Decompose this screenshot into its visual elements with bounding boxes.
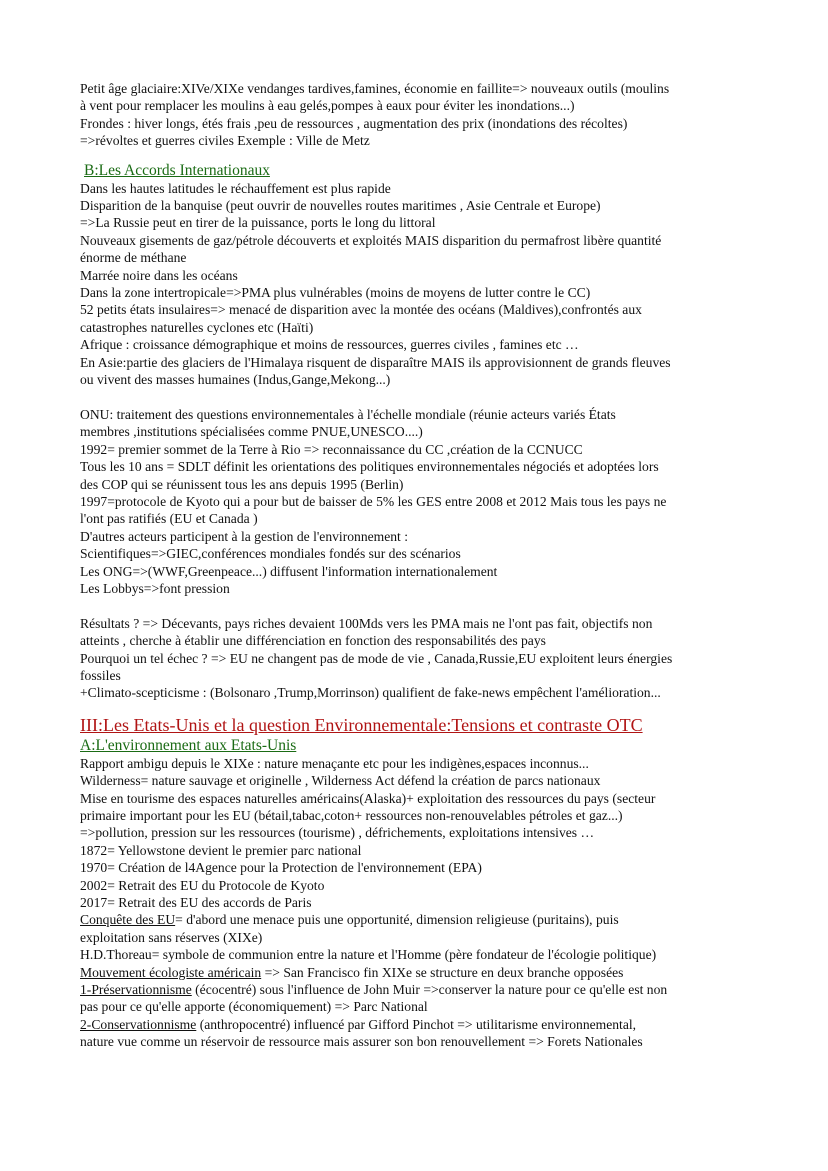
text-line	[80, 911, 760, 928]
text-line: 52 petits états insulaires=> menacé de disparition avec la montée des océans (Maldives),confrontés aux	[80, 302, 642, 318]
text-line: Afrique : croissance démographique et moins de ressources, guerres civiles , famines etc …	[80, 337, 579, 353]
text-line: atteints , cherche à établir une différenciation en fonction des responsabilités des pays	[80, 633, 546, 649]
document-page	[80, 80, 760, 1051]
text-line: =>La Russie peut en tirer de la puissance, ports le long du littoral	[80, 215, 436, 231]
text-line: H.D.Thoreau= symbole de communion entre la nature et l'Homme (père fondateur de l'écologie politique)	[80, 947, 657, 963]
section-3-heading: III:Les Etats-Unis et la question Environnementale:Tensions et contraste OTC	[80, 714, 643, 735]
text-line: D'autres acteurs participent à la gestion de l'environnement :	[80, 528, 409, 544]
text-line: Tous les 10 ans = SDLT définit les orientations des politiques environnementales négociés et adoptées lors	[80, 459, 659, 475]
text-line: Wilderness= nature sauvage et originelle , Wilderness Act défend la création de parcs nationaux	[80, 773, 601, 789]
text-span: (anthropocentré) influencé par Gifford Pinchot => utilitarisme environnemental,	[196, 1016, 637, 1032]
text-line: Les ONG=>(WWF,Greenpeace...) diffusent l'information internationalement	[80, 563, 498, 579]
text-line: à vent pour remplacer les moulins à eau gelés,pompes à eaux pour éviter les inondations...)	[80, 98, 575, 114]
text-line: Disparition de la banquise (peut ouvrir de nouvelles routes maritimes , Asie Centrale et Europe)	[80, 198, 601, 214]
text-line: =>pollution, pression sur les ressources (tourisme) , défrichements, exploitations intensives …	[80, 825, 595, 841]
text-line: pas pour ce qu'elle apporte (économiquement) => Parc National	[80, 999, 428, 1015]
text-line: Frondes : hiver longs, étés frais ,peu de ressources , augmentation des prix (inondations des récoltes)	[80, 115, 628, 131]
text-span: (écocentré) sous l'influence de John Muir =>conserver la nature pour ce qu'elle est non	[191, 982, 668, 998]
text-line: En Asie:partie des glaciers de l'Himalaya risquent de disparaître MAIS ils approvisionnent de grands fleuves	[80, 354, 671, 370]
text-line	[80, 981, 760, 998]
text-line: Marrée noire dans les océans	[80, 267, 238, 283]
text-line	[80, 1016, 760, 1033]
text-line: Scientifiques=>GIEC,conférences mondiales fondés sur des scénarios	[80, 546, 461, 562]
text-line: des COP qui se réunissent tous les ans depuis 1995 (Berlin)	[80, 476, 404, 492]
text-line: énorme de méthane	[80, 250, 187, 266]
section-3a-heading: A:L'environnement aux Etats-Unis	[80, 736, 297, 754]
text-line: Rapport ambigu depuis le XIXe : nature menaçante etc pour les indigènes,espaces inconnus...	[80, 755, 589, 771]
underlined-term: 1-Préservationnisme	[80, 982, 192, 998]
text-line: +Climato-scepticisme : (Bolsonaro ,Trump,Morrinson) qualifient de fake-news empêchent l'amélioration...	[80, 685, 661, 701]
underlined-term: 2-Conservationnisme	[80, 1016, 197, 1032]
underlined-term: Mouvement écologiste américain	[80, 964, 262, 980]
text-line: 1970= Création de l4Agence pour la Protection de l'environnement (EPA)	[80, 860, 482, 876]
text-line: 1992= premier sommet de la Terre à Rio => reconnaissance du CC ,création de la CCNUCC	[80, 441, 583, 457]
text-line: fossiles	[80, 667, 121, 683]
text-line: =>révoltes et guerres civiles Exemple : Ville de Metz	[80, 133, 370, 149]
text-line: 2002= Retrait des EU du Protocole de Kyoto	[80, 877, 325, 893]
text-span: = d'abord une menace puis une opportunité, dimension religieuse (puritains), puis	[175, 912, 619, 928]
text-line: Dans les hautes latitudes le réchauffement est plus rapide	[80, 180, 391, 196]
section-b-heading: B:Les Accords Internationaux	[84, 161, 270, 179]
text-line: Petit âge glaciaire:XIVe/XIXe vendanges tardives,famines, économie en faillite=> nouveaux outils (moulins	[80, 81, 670, 96]
text-line: Dans la zone intertropicale=>PMA plus vulnérables (moins de moyens de lutter contre le CC)	[80, 285, 591, 301]
text-span: => San Francisco fin XIXe se structure en deux branche opposées	[261, 964, 624, 980]
text-line: l'ont pas ratifiés (EU et Canada )	[80, 511, 258, 527]
text-line: 1997=protocole de Kyoto qui a pour but de baisser de 5% les GES entre 2008 et 2012 Mais tous les pays ne	[80, 493, 667, 509]
underlined-term: Conquête des EU	[80, 912, 176, 928]
text-line: Mise en tourisme des espaces naturelles américains(Alaska)+ exploitation des ressources du pays (secteur	[80, 790, 656, 806]
text-line	[80, 964, 760, 981]
text-line: ONU: traitement des questions environnementales à l'échelle mondiale (réunie acteurs variés États	[80, 406, 616, 422]
text-line: nature vue comme un réservoir de ressource mais assurer son bon renouvellement => Forets Nationales	[80, 1034, 643, 1050]
text-line: 1872= Yellowstone devient le premier parc national	[80, 842, 362, 858]
text-line: membres ,institutions spécialisées comme PNUE,UNESCO....)	[80, 424, 423, 440]
text-line: Résultats ? => Décevants, pays riches devaient 100Mds vers les PMA mais ne l'ont pas fait, objectifs non	[80, 615, 653, 631]
text-line: ou vivent des masses humaines (Indus,Gange,Mekong...)	[80, 372, 391, 388]
text-line: Les Lobbys=>font pression	[80, 580, 230, 596]
text-line: catastrophes naturelles cyclones etc (Haïti)	[80, 319, 314, 335]
text-line: Pourquoi un tel échec ? => EU ne changent pas de mode de vie , Canada,Russie,EU exploitent leurs énergies	[80, 650, 673, 666]
text-line: exploitation sans réserves (XIXe)	[80, 929, 263, 945]
text-line: primaire important pour les EU (bétail,tabac,coton+ ressources non-renouvelables pétroles et gaz...)	[80, 808, 623, 823]
text-line: Nouveaux gisements de gaz/pétrole découverts et exploités MAIS disparition du permafrost libère quantité	[80, 232, 662, 248]
text-line: 2017= Retrait des EU des accords de Paris	[80, 895, 312, 911]
